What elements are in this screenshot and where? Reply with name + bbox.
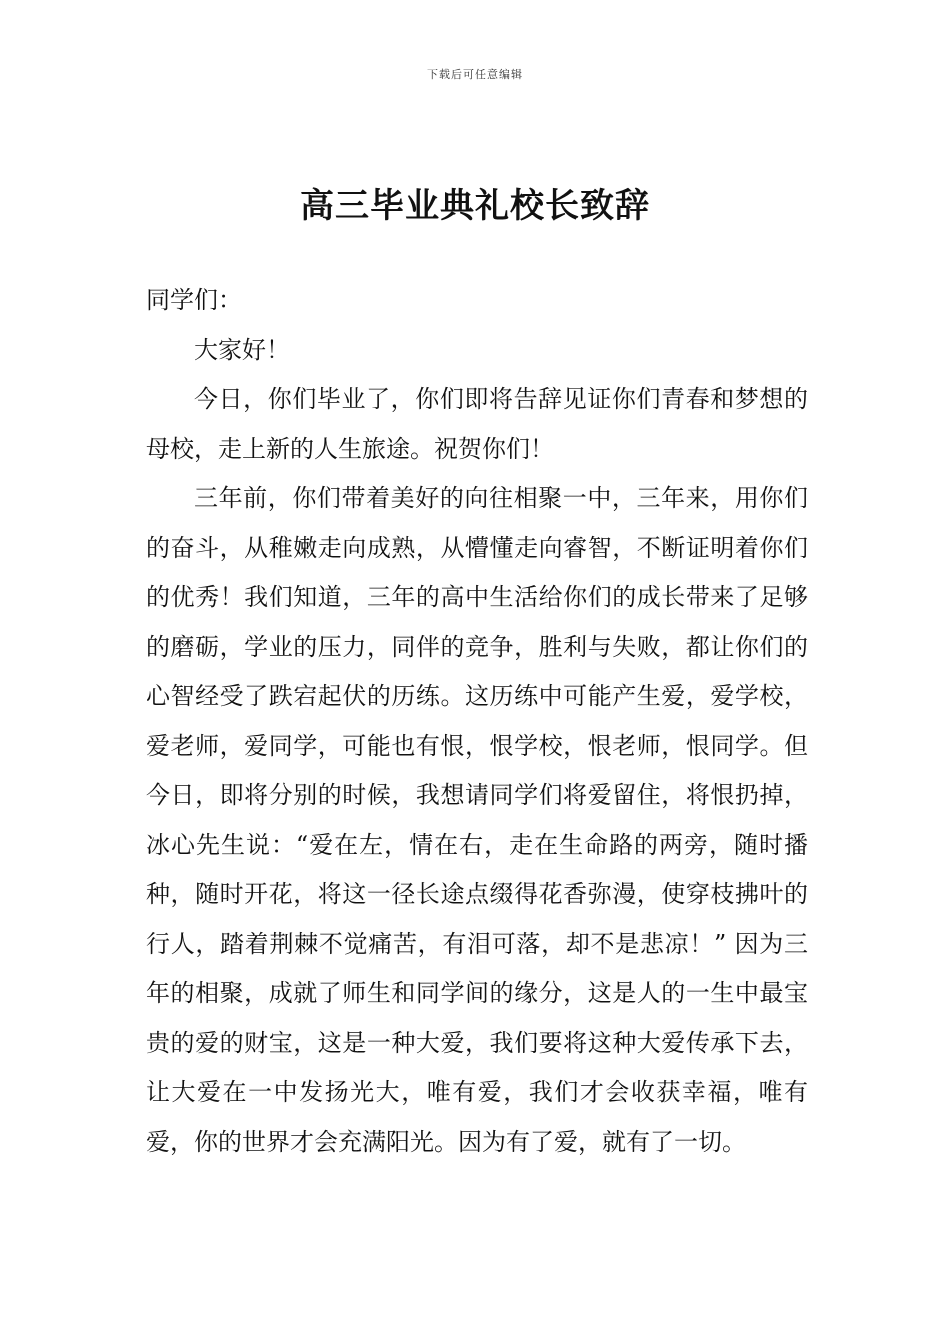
document-title: 高三毕业典礼校长致辞 xyxy=(300,186,650,226)
greeting: 大家好！ xyxy=(194,335,290,364)
paragraph-1: 今日，你们毕业了，你们即将告辞见证你们青春和梦想的母校，走上新的人生旅途。祝贺你们！ xyxy=(146,385,808,463)
paragraph-2: 三年前，你们带着美好的向往相聚一中，三年来，用你们的奋斗，从稚嫩走向成熟，从懵懂走向睿智，不断证明着你们的优秀！我们知道，三年的高中生活给你们的成长带来了足够的磨砺，学业的压力，同伴的竞争，胜利与失败，都让你们的心智经受了跌宕起伏的历练。这历练中可能产生爱，爱学校，爱老师，爱同学，可能也有恨，恨学校，恨老师，恨同学。但今日，即将分别的时候，我想请同学们将爱留住，将恨扔掉，冰心先生说：“爱在左，情在右，走在生命路的两旁，随时播种，随时开花，将这一径长途点缀得花香弥漫，使穿枝拂叶的行人，踏着荆棘不觉痛苦，有泪可落，却不是悲凉！” 因为三年的相聚，成就了师生和同学间的缘分，这是人的一生中最宝贵的爱的财宝，这是一种大爱，我们要将这种大爱传承下去，让大爱在一中发扬光大，唯有爱，我们才会收获幸福，唯有爱，你的世界才会充满阳光。因为有了爱，就有了一切。 xyxy=(146,484,808,1156)
salutation: 同学们： xyxy=(146,286,242,314)
document-body xyxy=(146,276,808,1167)
header-note: 下载后可任意编辑 xyxy=(427,68,523,81)
